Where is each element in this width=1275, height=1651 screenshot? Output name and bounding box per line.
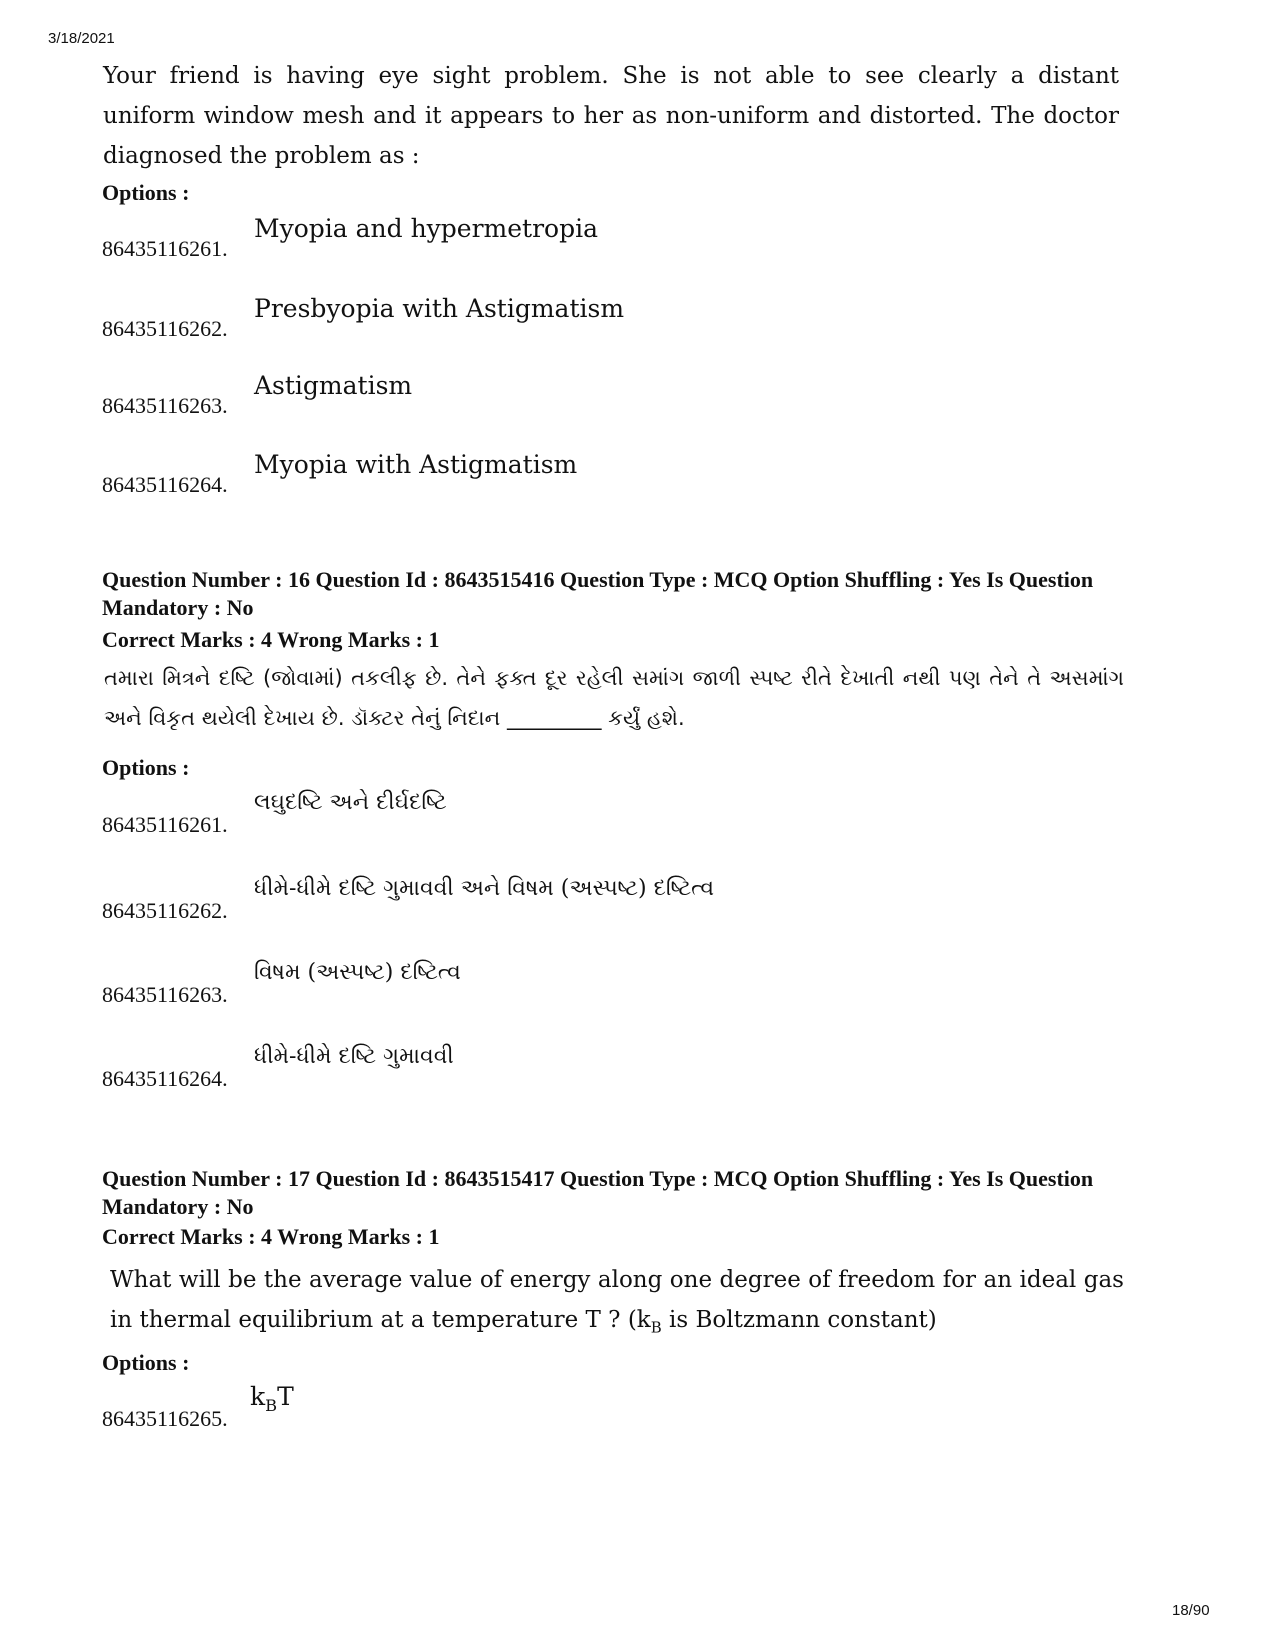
page-number: 18/90 [1172,1602,1210,1619]
option-id: 86435116262. [102,316,228,341]
option-item[interactable] [102,790,1002,838]
option-id: 86435116261. [102,236,228,261]
question-16-meta: Question Number : 16 Question Id : 8643515416 Question Type : MCQ Option Shuffling : Yes Is Question Mandatory : No [102,567,1094,620]
option-text: Presbyopia with Astigmatism [254,294,625,323]
question-17-marks: Correct Marks : 4 Wrong Marks : 1 [102,1224,440,1249]
option-id: 86435116264. [102,472,228,497]
option-k: k [250,1382,266,1411]
option-id: 86435116261. [102,812,228,837]
option-text: ધીમે-ધીમે દષ્ટિ ગુમાવવી અને વિષમ (અસ્પષ્ટ) દષ્ટિત્વ [254,876,715,901]
option-item[interactable] [102,1384,1002,1432]
question-15-text: Your friend is having eye sight problem. She is not able to see clearly a distant uniform window mesh and it appears to her as non-uniform and distorted. The doctor diagnosed the problem as : [103,63,1119,169]
option-item[interactable] [102,1044,1002,1092]
options-label: Options : [102,180,190,205]
options-label: Options : [102,755,190,780]
option-item[interactable] [102,450,1002,498]
option-item[interactable] [102,876,1002,924]
option-text: વિષમ (અસ્પષ્ટ) દષ્ટિત્વ [254,960,461,985]
option-text: ધીમે-ધીમે દષ્ટિ ગુમાવવી [254,1044,454,1069]
option-id: 86435116263. [102,393,228,418]
boltzmann-subscript: B [650,1318,662,1337]
option-text: Astigmatism [254,371,413,400]
question-16-marks: Correct Marks : 4 Wrong Marks : 1 [102,627,440,652]
option-id: 86435116263. [102,982,228,1007]
option-text: Myopia and hypermetropia [254,214,599,243]
option-id: 86435116262. [102,898,228,923]
option-t: T [277,1382,294,1411]
option-item[interactable] [102,371,1002,419]
option-item[interactable] [102,214,1002,262]
page-date: 3/18/2021 [48,30,115,47]
option-text: લઘુદષ્ટિ અને દીર્ઘદષ્ટિ [254,790,447,815]
option-item[interactable] [102,294,1002,342]
question-17-text [110,1260,1124,1348]
option-id: 86435116264. [102,1066,228,1091]
options-label: Options : [102,1350,190,1375]
option-text: Myopia with Astigmatism [254,450,578,479]
question-17-meta: Question Number : 17 Question Id : 8643515417 Question Type : MCQ Option Shuffling : Yes Is Question Mandatory : No [102,1166,1094,1219]
question-17-text-before: What will be the average value of energy along one degree of freedom for an ideal gas in thermal equilibrium at a temperature T ? (k [110,1267,1124,1333]
option-item[interactable] [102,960,1002,1008]
option-sub: B [265,1396,278,1415]
question-16-text: તમારા મિત્રને દષ્ટિ (જોવામાં) તકલીફ છે. તેને ફક્ત દૂર રહેલી સમાંગ જાળી સ્પષ્ટ રીતે દેખાતી નથી પણ તેને તે અસમાંગ અને વિકૃત થયેલી દેખાય છે. ડૉક્ટર તેનું નિદાન _________ કર્યું હશે. [104,666,1124,730]
option-id: 86435116265. [102,1406,228,1431]
option-text [250,1382,294,1415]
question-17-text-after: is Boltzmann constant) [661,1307,937,1333]
